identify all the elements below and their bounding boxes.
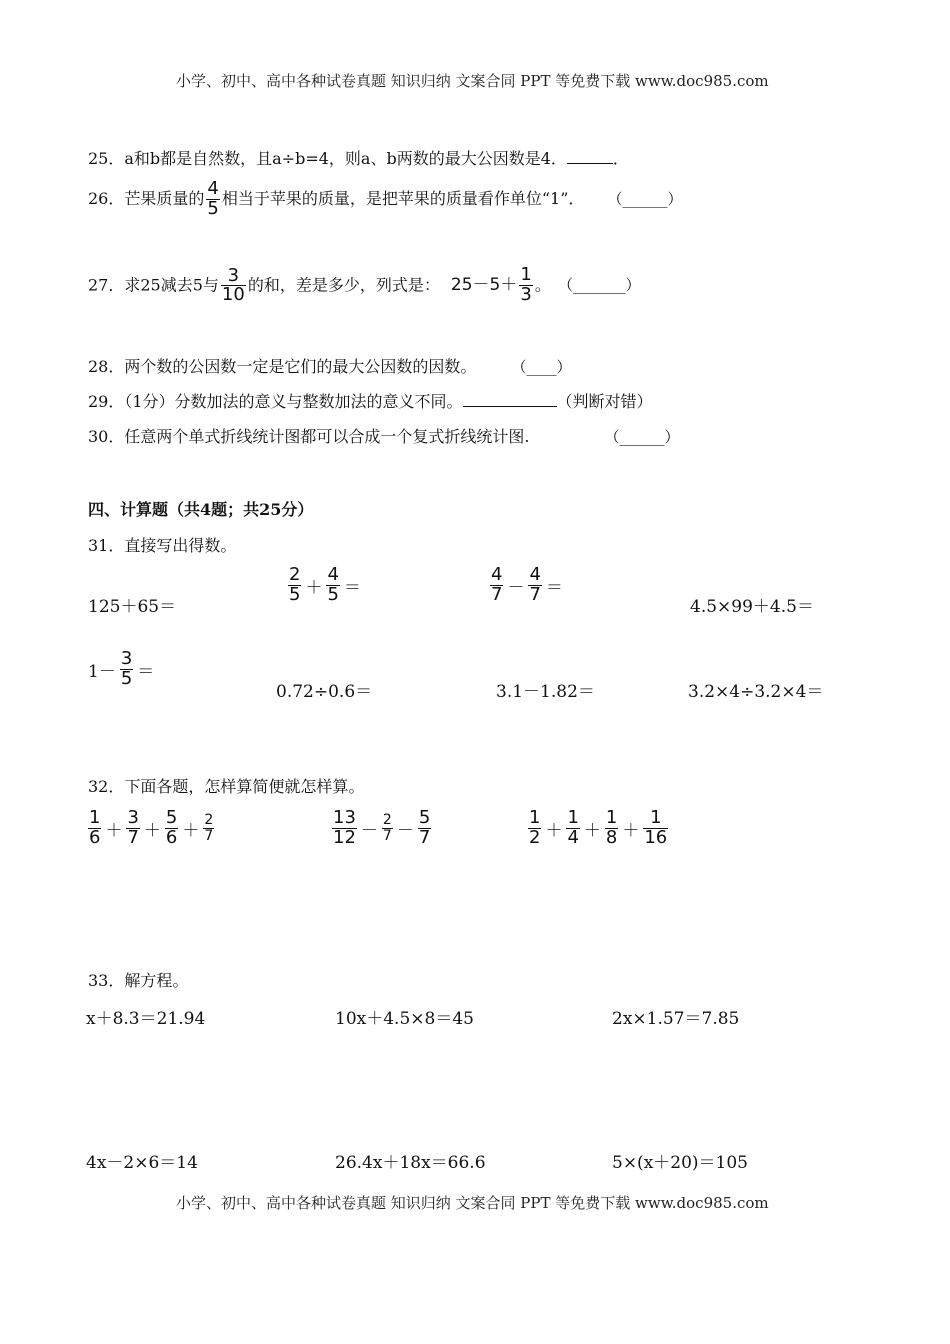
question-26-suffix: 相当于苹果的质量，是把苹果的质量看作单位“1”． [221,188,585,208]
question-27-middle: 的和，差是多少，列式是： [247,275,440,295]
question-30 [88,424,680,447]
calc-item-8: 3.2×4÷3.2×4＝ [688,682,824,702]
question-27-expression: 25－5＋ $\frac{1}{3}$ [450,264,532,305]
section-4-title: 四、计算题（共4题；共25分） [88,500,314,519]
question-26 [88,180,682,219]
calc-item-6: 0.72÷0.6＝ [276,682,373,702]
calc-item-4: 4.5×99＋4.5＝ [690,597,814,617]
answer-blank-29[interactable] [463,406,557,407]
equation-4: 4x－2×6＝14 [86,1153,198,1173]
calc-item-3: $\frac{4}{7}$ － $\frac{4}{7}$ ＝ [491,564,563,605]
answer-paren-30[interactable]: （______） [604,428,680,446]
question-31-title: 31．直接写出得数。 [88,536,237,555]
page-footer: 小学、初中、高中各种试卷真题 知识归纳 文案合同 PPT 等免费下载 www.doc985.com [176,1194,769,1212]
question-29-text: 29．（1分）分数加法的意义与整数加法的意义不同。 [88,392,463,411]
equation-5: 26.4x＋18x＝66.6 [335,1153,486,1173]
equation-1: x＋8.3＝21.94 [86,1009,206,1029]
answer-paren-27[interactable]: （_______） [557,276,641,295]
calc-item-1: 125＋65＝ [88,597,177,617]
answer-paren-26[interactable]: （______） [607,189,683,208]
simplify-expression-1: $\frac{1}{6}$ ＋ $\frac{3}{7}$ ＋ $\frac{5}{6}$ ＋ $\frac{2}{7}$ [89,807,214,848]
calc-item-5: 1－ $\frac{3}{5}$ ＝ [88,648,155,689]
answer-blank-25[interactable] [567,163,613,164]
fraction-3-10: $\frac{3}{10}$ [221,264,245,306]
question-27 [88,266,640,305]
question-28-text: 28．两个数的公因数一定是它们的最大公因数的因数。 [88,357,477,376]
question-25 [88,146,629,169]
answer-paren-28[interactable]: （____） [511,358,572,376]
fraction-1-3: $\frac{1}{3}$ [520,264,532,305]
question-26-prefix: 26．芒果质量的 [88,188,205,208]
question-27-prefix: 27．求25减去5与 [88,275,219,295]
question-25-text: 25．a和b都是自然数，且a÷b=4，则a、b两数的最大公因数是4． [88,149,567,168]
page-header: 小学、初中、高中各种试卷真题 知识归纳 文案合同 PPT 等免费下载 www.doc985.com [176,72,769,90]
equation-3: 2x×1.57＝7.85 [612,1009,740,1029]
question-25-end: ． [612,149,629,168]
question-29 [88,389,653,412]
question-33-title: 33．解方程。 [88,971,189,990]
calc-item-2: $\frac{2}{5}$ ＋ $\frac{4}{5}$ ＝ [289,564,361,605]
question-29-tail: （判断对错） [556,392,653,411]
calc-item-7: 3.1－1.82＝ [496,682,595,702]
question-27-end: 。 [534,275,551,295]
simplify-expression-2: $\frac{13}{12}$ － $\frac{2}{7}$ － $\frac{5}{7}$ [333,807,431,848]
equation-6: 5×(x＋20)＝105 [612,1153,748,1173]
fraction-4-5: $\frac{4}{5}$ [207,178,219,219]
question-28 [88,354,571,377]
question-30-text: 30．任意两个单式折线统计图都可以合成一个复式折线统计图. [88,427,530,446]
question-32-title: 32．下面各题，怎样算简便就怎样算。 [88,777,365,796]
simplify-expression-3: $\frac{1}{2}$ ＋ $\frac{1}{4}$ ＋ $\frac{1}{8}$ ＋ $\frac{1}{16}$ [529,807,668,848]
equation-2: 10x＋4.5×8＝45 [335,1009,474,1029]
